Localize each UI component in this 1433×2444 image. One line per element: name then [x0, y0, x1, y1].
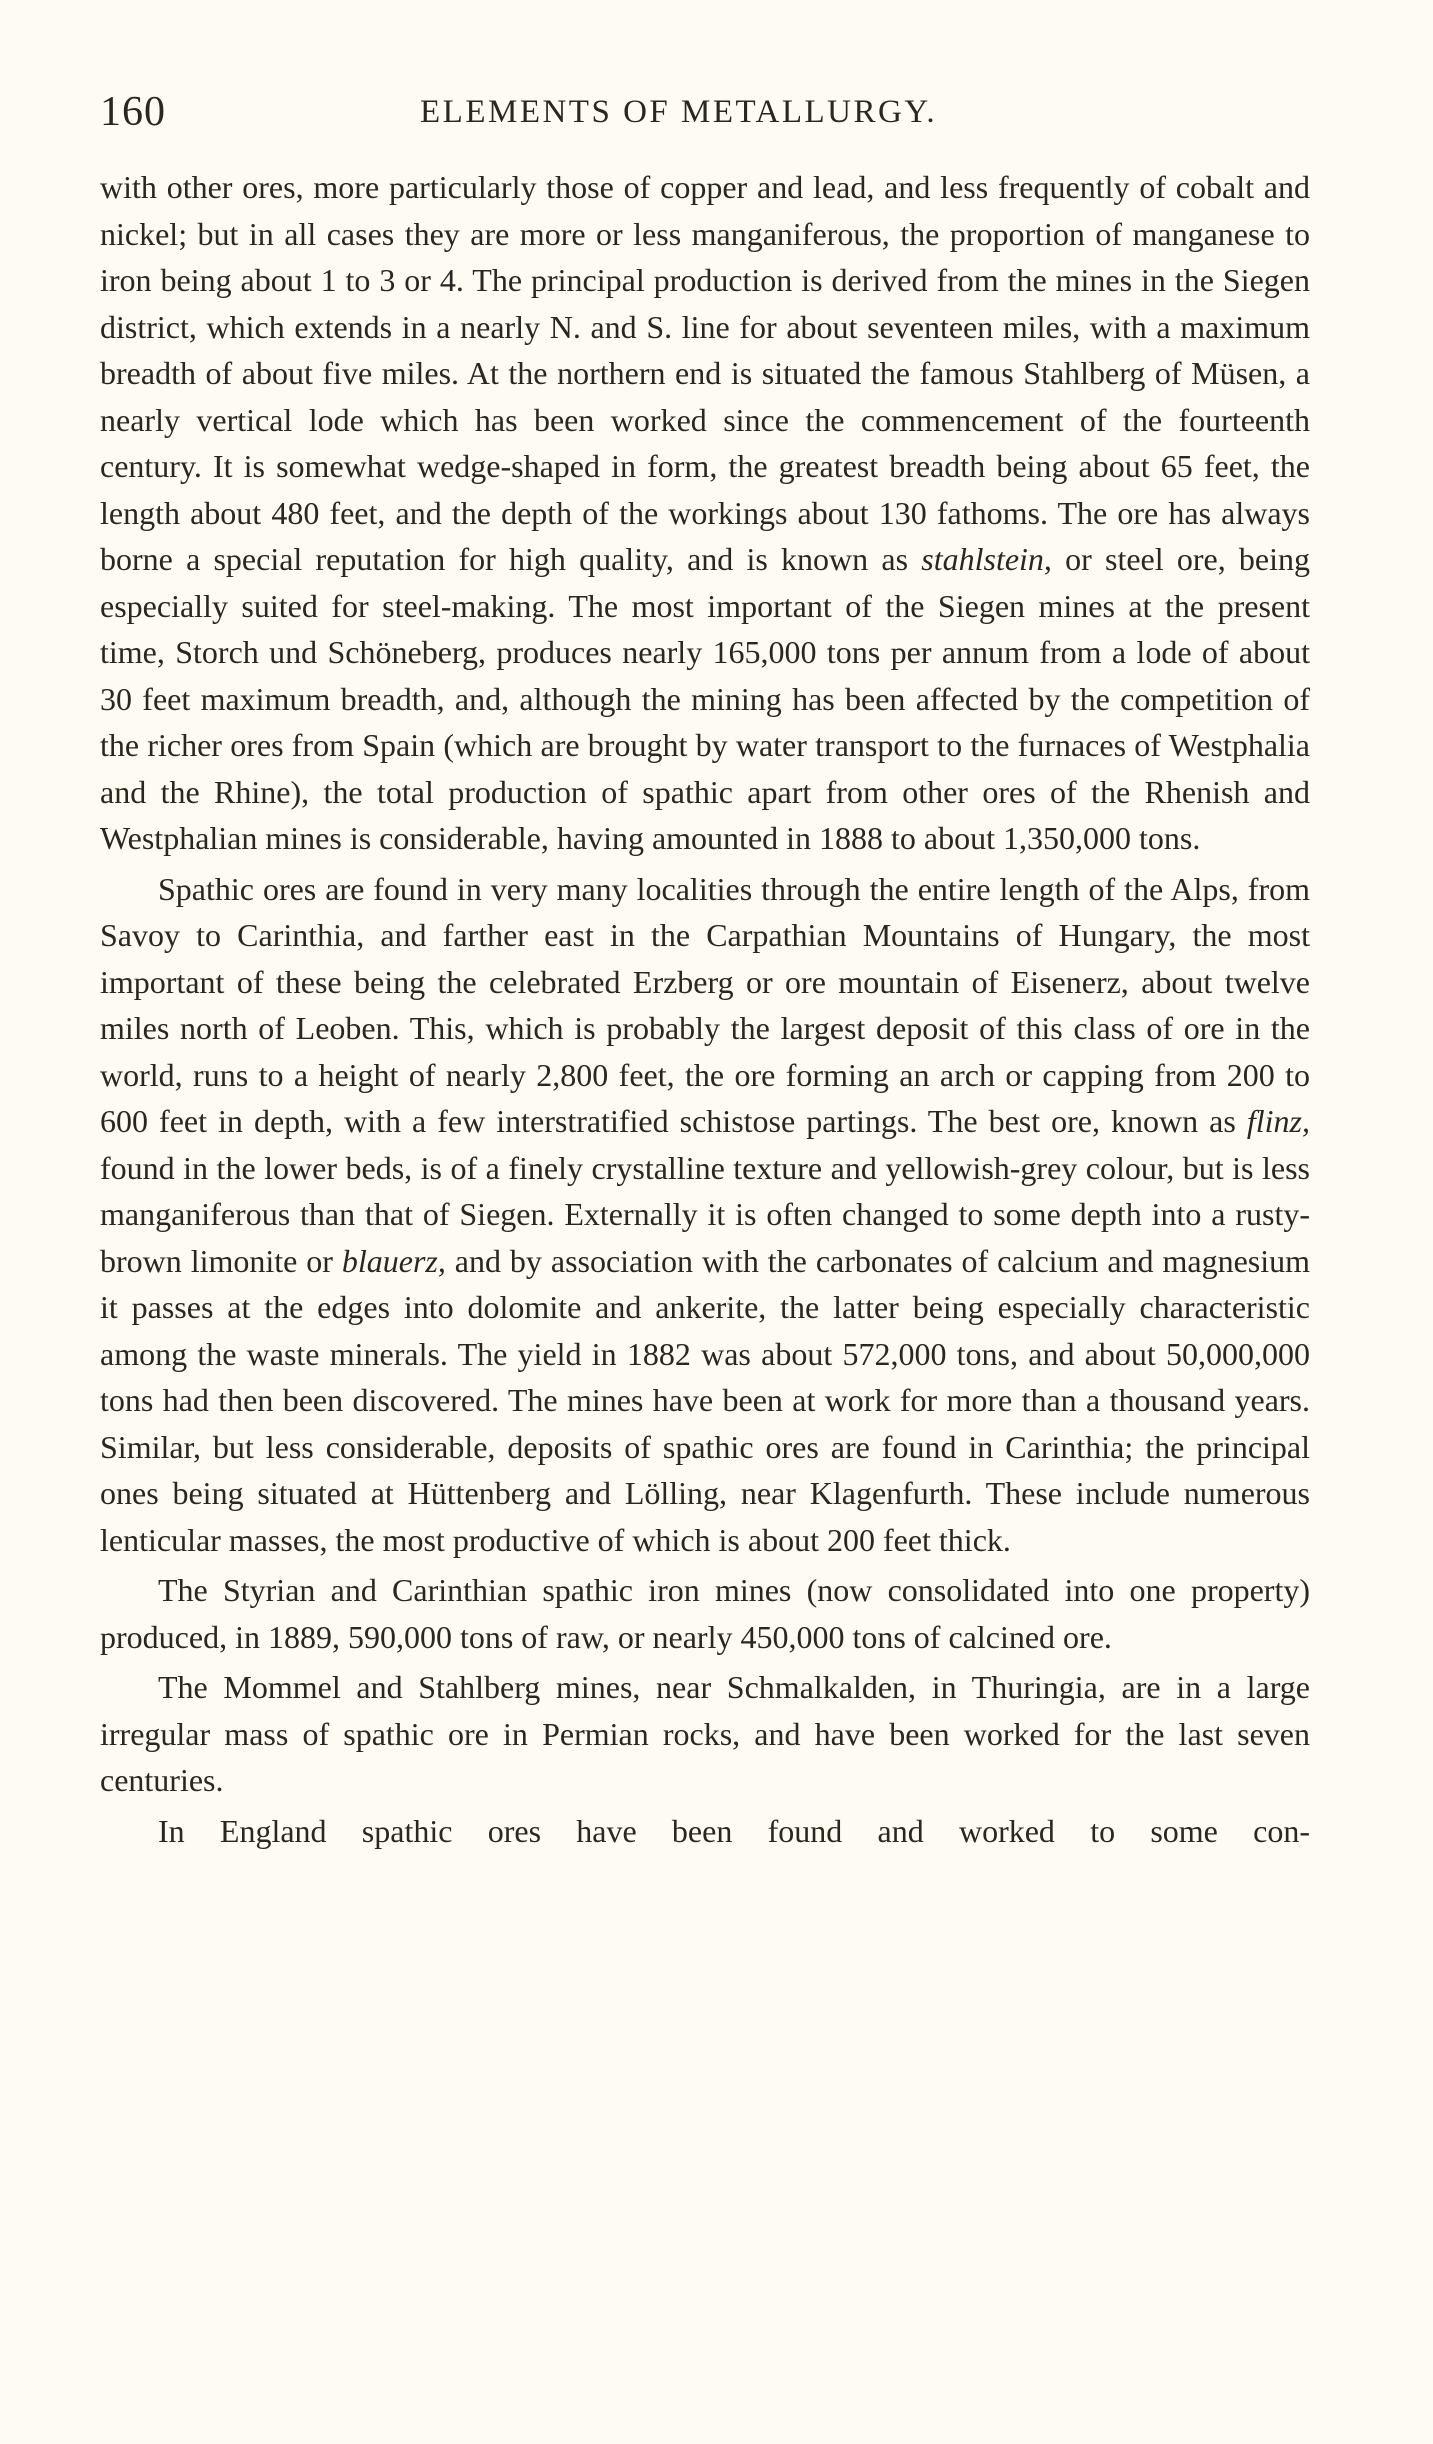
paragraph-4: The Mommel and Stahlberg mines, near Schmalkalden, in Thuringia, are in a large irregular mass of spathic ore in Permian rocks, and have been worked for the last seven centuries.	[100, 1669, 1310, 1798]
page-number: 160	[100, 89, 166, 135]
running-title: ELEMENTS OF METALLURGY.	[420, 94, 938, 130]
body-text	[100, 164, 1310, 1854]
paragraph-2	[100, 866, 1310, 1564]
page	[100, 88, 1310, 1854]
paragraph-2-italic-term-1: flinz,	[1246, 1103, 1310, 1139]
paragraph-2-text-b: found in the lower beds, is of a finely crystalline texture and yellowish-grey colour, but is less manganiferous than that of Siegen. Externally it is often changed to some depth into a rusty-brown limonite or	[100, 1149, 1310, 1279]
paragraph-1-text-a: with other ores, more particularly those of copper and lead, and less frequently of cobalt and nickel; but in all cases they are more or less manganiferous, the proportion of manganese to iron being about 1 to 3 or 4. The principal production is derived from the mines in the Siegen district, which extends in a nearly N. and S. line for about seventeen miles, with a maximum breadth of about five miles. At the northern end is situated the famous Stahlberg of Müsen, a nearly vertical lode which has been worked since the commencement of the fourteenth century. It is somewhat wedge-shaped in form, the greatest breadth being about 65 feet, the length about 480 feet, and the depth of the workings about 130 fathoms. The ore has always borne a special reputation for high quality, and is known as	[100, 169, 1310, 577]
paragraph-3: The Styrian and Carinthian spathic iron mines (now consolidated into one property) produced, in 1889, 590,000 tons of raw, or nearly 450,000 tons of calcined ore.	[100, 1572, 1310, 1655]
paragraph-2-italic-term-2: blauerz,	[341, 1242, 446, 1279]
paragraph-1	[100, 164, 1310, 862]
running-header	[100, 88, 1310, 140]
paragraph-1-italic-term: stahlstein,	[921, 541, 1052, 577]
paragraph-2-text-c: and by association with the carbonates of calcium and magnesium it passes at the edges into dolomite and ankerite, the latter being especially characteristic among the waste minerals. The yield in 1882 was about 572,000 tons, and about 50,000,000 tons had then been discovered. The mines have been at work for more than a thousand years. Similar, but less considerable, deposits of spathic ores are found in Carinthia; the principal ones being situated at Hüttenberg and Lölling, near Klagenfurth. These include numerous lenticular masses, the most productive of which is about 200 feet thick.	[100, 1242, 1311, 1558]
paragraph-5: In England spathic ores have been found and worked to some con-	[158, 1812, 1310, 1849]
paragraph-1-text-b: or steel ore, being especially suited for steel-making. The most important of the Siegen mines at the present time, Storch und Schöneberg, produces nearly 165,000 tons per annum from a lode of about 30 feet maximum breadth, and, although the mining has been affected by the competition of the richer ores from Spain (which are brought by water transport to the furnaces of Westphalia and the Rhine), the total production of spathic apart from other ores of the Rhenish and Westphalian mines is considerable, having amounted in 1888 to about 1,350,000 tons.	[100, 541, 1311, 856]
paragraph-2-text-a: Spathic ores are found in very many localities through the entire length of the Alps, from Savoy to Carinthia, and farther east in the Carpathian Mountains of Hungary, the most important of these being the celebrated Erzberg or ore mountain of Eisenerz, about twelve miles north of Leoben. This, which is probably the largest deposit of this class of ore in the world, runs to a height of nearly 2,800 feet, the ore forming an arch or capping from 200 to 600 feet in depth, with a few interstratified schistose partings. The best ore, known as	[100, 870, 1310, 1139]
